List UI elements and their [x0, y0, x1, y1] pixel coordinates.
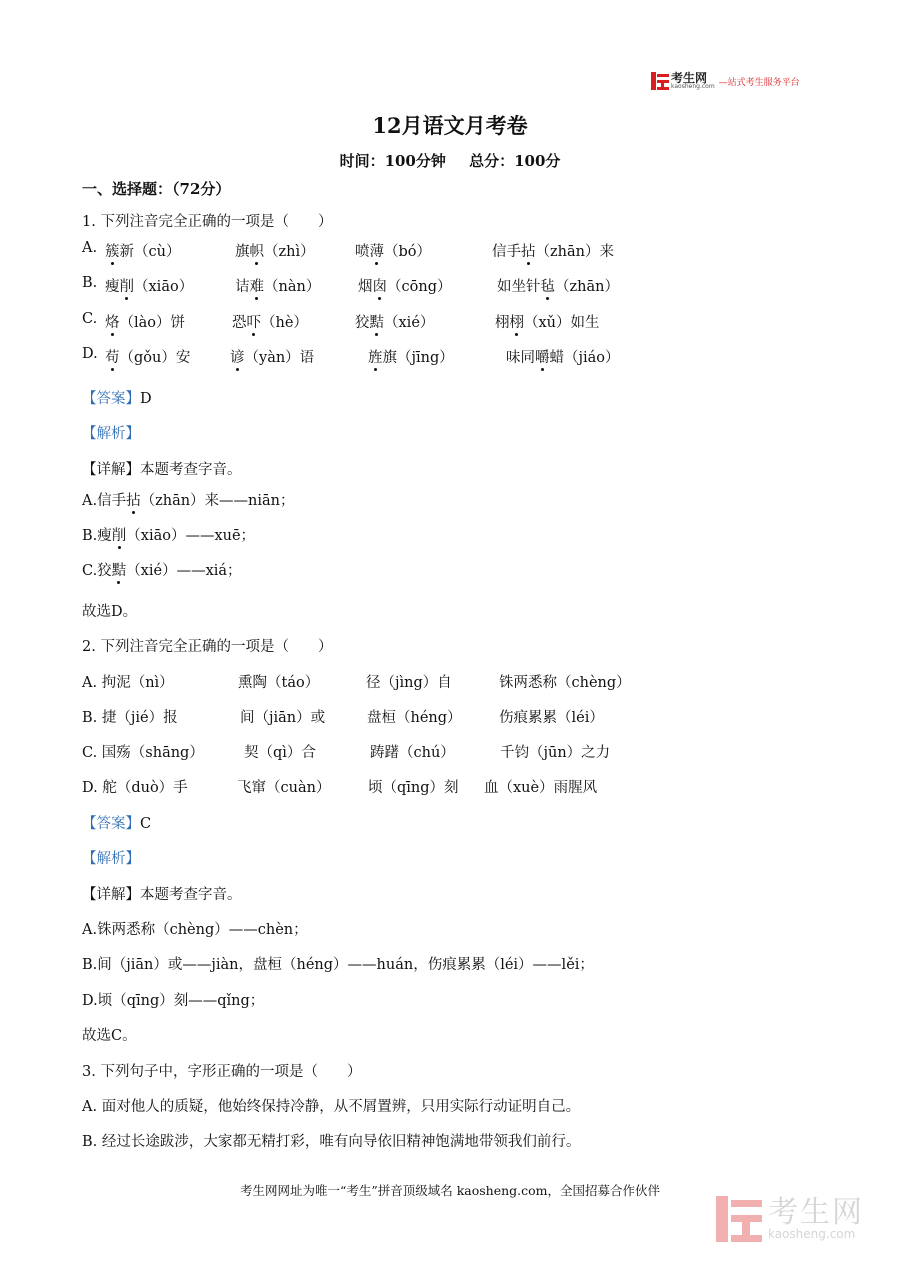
- exam-time: 时间：100分钟: [339, 152, 446, 170]
- logo-slogan: —站式考生服务平台: [718, 77, 800, 88]
- q1-option-c-word3: 狡黠（xié）: [355, 315, 435, 331]
- q3-stem: 3. 下列句子中，字形正确的一项是（ ）: [82, 1064, 362, 1080]
- q2-option-b-word2: 间（jiān）或: [240, 710, 326, 726]
- q1-stem: 1. 下列注音完全正确的一项是（ ）: [82, 214, 333, 230]
- q1-option-d-word4: 味同嚼蜡（jiáo）: [506, 350, 620, 366]
- q2-option-b-word4: 伤痕累累（léi）: [499, 710, 604, 726]
- header-logo: [651, 72, 800, 90]
- q1-option-a-word1: 簇新（cù）: [105, 244, 181, 260]
- q1-detail: 【详解】本题考查字音。: [82, 462, 242, 478]
- q2-explanation-d: D.顷（qīng）刻——qǐng；: [82, 993, 265, 1009]
- q2-option-d-word1: D. 舵（duò）手: [82, 780, 188, 796]
- q1-conclusion: 故选D。: [82, 604, 138, 620]
- q2-option-a-word1: A. 拘泥（nì）: [82, 675, 174, 691]
- q1-option-b-word4: 如坐针毡（zhān）: [497, 279, 619, 295]
- kaosheng-logo-icon: [651, 72, 669, 90]
- q1-option-c-word1: 烙（lào）饼: [105, 315, 186, 331]
- q2-option-c-word4: 千钧（jūn）之力: [500, 745, 611, 761]
- q1-option-d-word1: 苟（gǒu）安: [105, 350, 191, 366]
- q2-explanation-b: B.间（jiān）或——jiàn，盘桓（héng）——huán，伤痕累累（léi）——lěi；: [82, 957, 594, 973]
- q2-analysis-tag: 【解析】: [82, 851, 140, 867]
- q1-explanation-c: C.狡黠（xié）——xiá；: [82, 563, 242, 579]
- watermark: [716, 1196, 864, 1242]
- q2-option-c-word1: C. 国殇（shāng）: [82, 745, 204, 761]
- q3-option-a: A. 面对他人的质疑，他始终保持冷静，从不屑置辨，只用实际行动证明自己。: [82, 1099, 581, 1115]
- q1-option-a-word2: 旗帜（zhì）: [235, 244, 315, 260]
- answer-tag: 【答案】: [82, 391, 140, 407]
- q1-option-c-label: C.: [82, 311, 98, 327]
- q2-stem: 2. 下列注音完全正确的一项是（ ）: [82, 639, 333, 655]
- q1-option-b-word2: 诘难（nàn）: [235, 279, 321, 295]
- q1-option-d-word2: 谚（yàn）语: [230, 350, 315, 366]
- q2-option-d-word3: 顷（qīng）刻: [368, 780, 459, 796]
- exam-info: [0, 150, 900, 171]
- q1-option-d-label: D.: [82, 346, 98, 362]
- q2-option-d-word4: 血（xuè）雨腥风: [484, 780, 598, 796]
- q2-option-c-word3: 踌躇（chú）: [370, 745, 455, 761]
- footer-note: 考生网网址为唯一“考生”拼音顶级域名 kaosheng.com，全国招募合作伙伴: [239, 1183, 661, 1198]
- q1-option-b-word3: 烟囱（cōng）: [358, 279, 452, 295]
- q1-answer: 【答案】D: [82, 391, 152, 407]
- q2-option-a-word2: 熏陶（táo）: [238, 675, 320, 691]
- logo-text: 考生网: [671, 71, 708, 85]
- q2-option-a-word4: 铢两悉称（chèng）: [499, 675, 631, 691]
- q2-option-c-word2: 契（qì）合: [244, 745, 316, 761]
- kaosheng-watermark-icon: [716, 1196, 762, 1242]
- q1-option-c-word2: 恐吓（hè）: [232, 315, 308, 331]
- q2-explanation-a: A.铢两悉称（chèng）——chèn；: [82, 922, 308, 938]
- q1-option-c-word4: 栩栩（xǔ）如生: [495, 315, 600, 331]
- q1-analysis-tag: 【解析】: [82, 426, 140, 442]
- q2-option-d-word2: 飞窜（cuàn）: [237, 780, 331, 796]
- logo-domain: kaosheng.com: [671, 83, 715, 90]
- watermark-domain: kaosheng.com: [768, 1227, 856, 1241]
- watermark-text: 考生网: [768, 1195, 864, 1230]
- q3-option-b: B. 经过长途跋涉，大家都无精打彩，唯有向导依旧精神饱满地带领我们前行。: [82, 1134, 581, 1150]
- q2-answer: 【答案】C: [82, 816, 152, 832]
- q2-option-a-word3: 径（jìng）自: [366, 675, 452, 691]
- q2-conclusion: 故选C。: [82, 1028, 137, 1044]
- q1-option-a-word4: 信手拈（zhān）来: [492, 244, 614, 260]
- q2-option-b-word1: B. 捷（jié）报: [82, 710, 178, 726]
- q1-option-b-label: B.: [82, 275, 98, 291]
- q2-option-b-word3: 盘桓（héng）: [367, 710, 462, 726]
- exam-score: 总分：100分: [469, 152, 561, 170]
- page-title: 12月语文月考卷: [372, 113, 528, 138]
- q1-option-a-word3: 喷薄（bó）: [355, 244, 432, 260]
- q1-option-d-word3: 旌旗（jīng）: [368, 350, 454, 366]
- q1-explanation-b: B.瘦削（xiāo）——xuē；: [82, 528, 256, 544]
- answer-tag: 【答案】: [82, 816, 140, 832]
- q1-option-a-label: A.: [82, 240, 98, 256]
- q2-detail: 【详解】本题考查字音。: [82, 887, 242, 903]
- q1-explanation-a: A.信手拈（zhān）来——niān；: [82, 493, 295, 509]
- section-heading: 一、选择题：（72分）: [82, 180, 231, 198]
- q1-option-b-word1: 瘦削（xiāo）: [105, 279, 194, 295]
